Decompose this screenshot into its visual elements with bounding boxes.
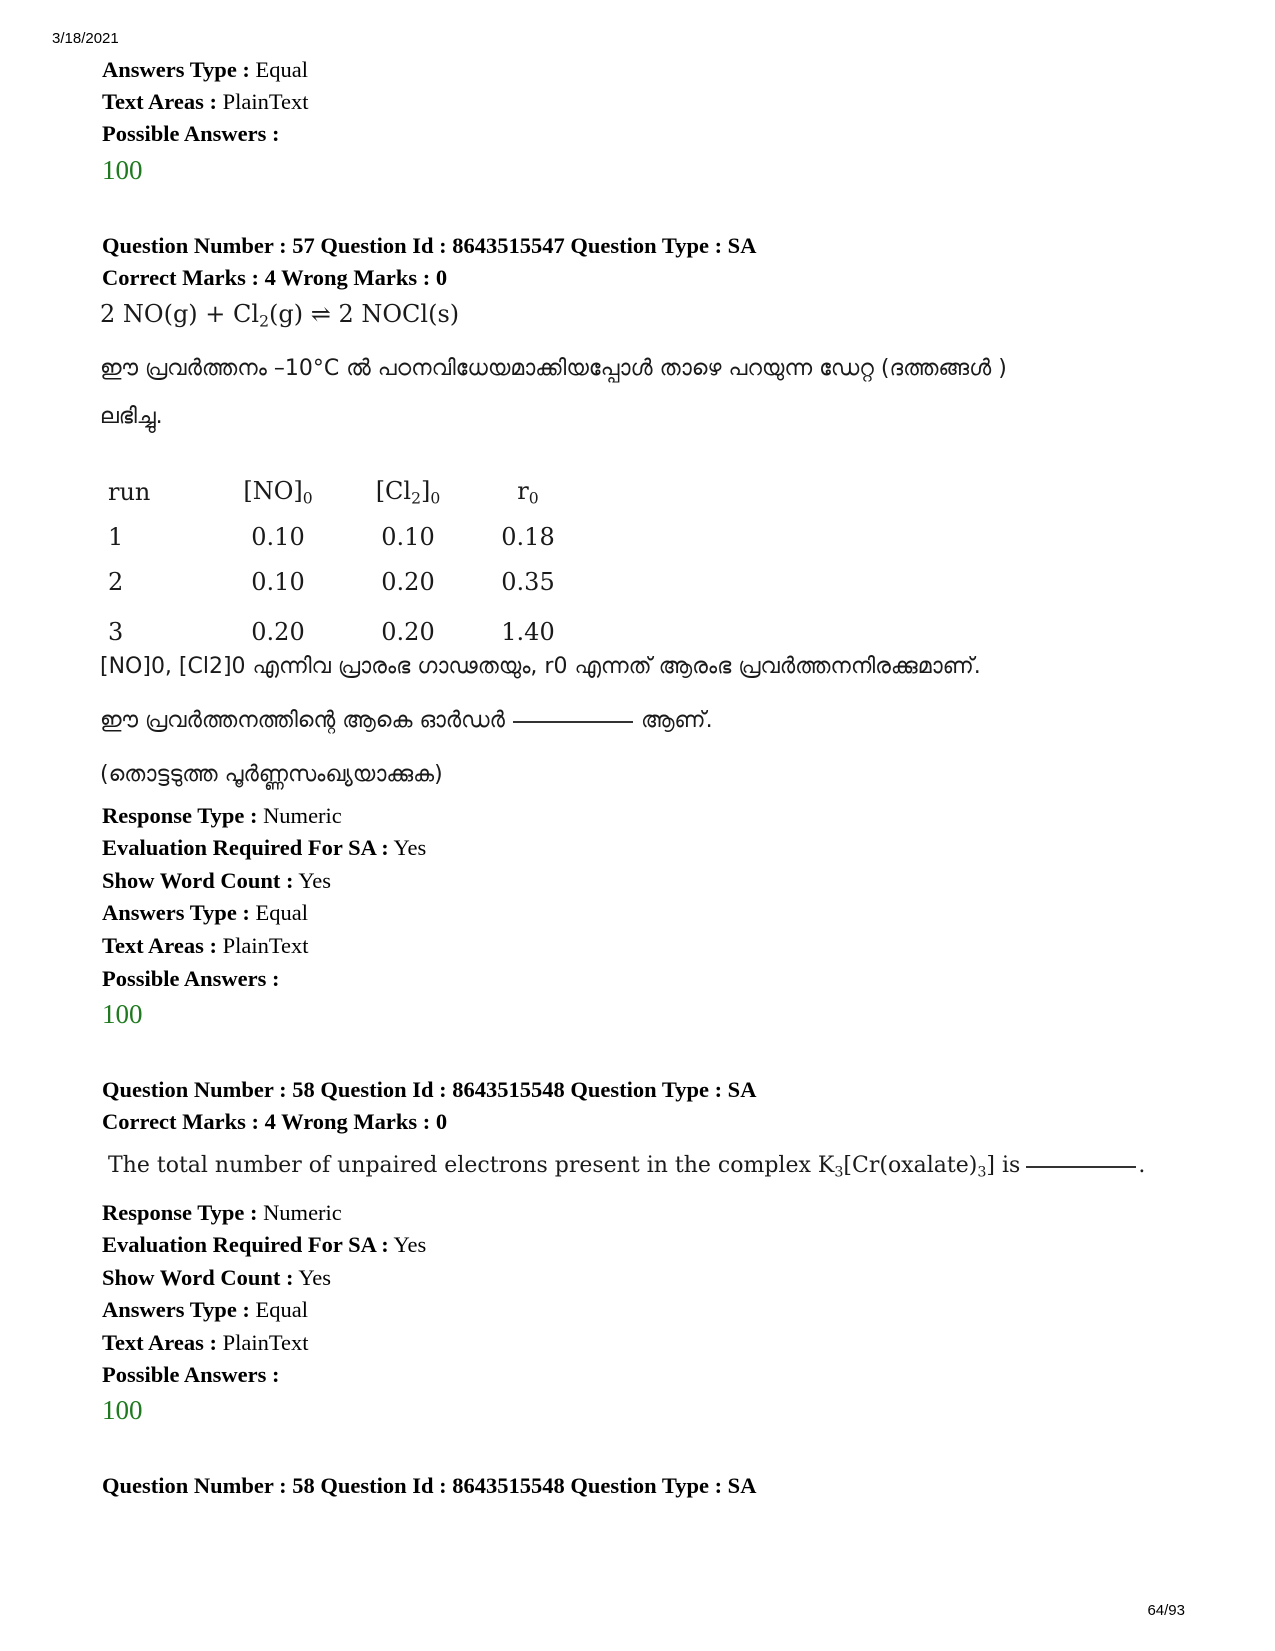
word-count-label: Show Word Count : [102,868,294,893]
next-question-header: Question Number : 58 Question Id : 8643515548 Question Type : SA [102,1473,757,1498]
evaluation-label: Evaluation Required For SA : [102,835,389,860]
answers-type-value: Equal [255,1297,309,1322]
text-areas-label: Text Areas : [102,933,217,958]
q58-sub2: 3 [977,1164,987,1181]
q58-question-text [108,1153,1145,1180]
possible-answer-value: 100 [102,155,143,185]
table-cell: 2 [108,568,124,596]
eq-right: 2 NOCl(s) [338,300,460,328]
table-cell: 0.20 [381,618,435,646]
q57-ml-line2: ലഭിച്ചു. [100,404,163,429]
table-cell: 0.35 [501,568,555,596]
answers-type-value: Equal [255,900,309,925]
table-cell: 1 [108,523,124,551]
q58-text-b: [Cr(oxalate) [843,1153,978,1178]
response-type-label: Response Type : [102,803,258,828]
equilibrium-arrow-icon: ⇌ [310,300,331,328]
word-count-row [102,1264,331,1292]
table-cell: 0.20 [251,618,305,646]
response-type-label: Response Type : [102,1200,258,1225]
word-count-label: Show Word Count : [102,1265,294,1290]
q57-ml-line1: ഈ പ്രവർത്തനം –10°C ൽ പഠനവിധേയമാക്കിയപ്പോൾ താഴെ പറയുന്ന ഡേറ്റ (ദത്തങ്ങൾ ) [100,356,1007,381]
table-header-row [100,470,588,514]
text-areas-value: PlainText [222,933,309,958]
q57-equation [100,300,459,331]
table-cell: 1.40 [501,618,555,646]
text-areas-value: PlainText [222,1330,309,1355]
page-number: 64/93 [1147,1602,1185,1619]
response-type-value: Numeric [263,803,342,828]
header-date: 3/18/2021 [52,30,119,47]
response-type-value: Numeric [263,1200,342,1225]
evaluation-value: Yes [393,835,427,860]
text-areas-label: Text Areas : [102,1330,217,1355]
eq-mid: (g) [269,300,304,328]
q57-data-table [100,470,588,660]
q58-sub1: 3 [834,1164,844,1181]
q58-marks: Correct Marks : 4 Wrong Marks : 0 [102,1109,448,1134]
q57-ml-line4 [100,708,713,733]
table-cell: 0.10 [251,568,305,596]
eq-sub: 2 [259,312,269,331]
q57-ml-line5: (തൊട്ടടുത്ത പൂർണ്ണസംഖ്യയാക്കുക) [100,762,443,787]
table-row [100,604,588,660]
evaluation-label: Evaluation Required For SA : [102,1232,389,1257]
evaluation-value: Yes [393,1232,427,1257]
table-cell: 3 [108,618,124,646]
answer-blank [513,721,633,723]
possible-answer-value: 100 [102,999,143,1029]
q58-text-a: The total number of unpaired electrons present in the complex K [108,1153,835,1178]
answers-type-row [102,899,308,927]
q57-header: Question Number : 57 Question Id : 8643515547 Question Type : SA [102,233,757,258]
q57-ml-line3: [NO]0, [Cl2]0 എന്നിവ പ്രാരംഭ ഗാഢതയും, r0 എന്നത് ആരംഭ പ്രവർത്തനനിരക്കുമാണ്. [100,654,981,679]
evaluation-row [102,1231,426,1259]
answers-type-row [102,1296,308,1324]
q58-text-end: . [1138,1153,1146,1178]
ml-line4-end: ആണ്. [640,708,713,733]
word-count-value: Yes [298,1265,332,1290]
col-r0: $r_0$ [517,476,539,508]
response-type-row [102,1199,342,1227]
text-areas-row [102,932,309,960]
q57-marks: Correct Marks : 4 Wrong Marks : 0 [102,265,448,290]
possible-answers-label: Possible Answers : [102,966,280,991]
col-run: run [108,478,151,506]
response-type-row [102,802,342,830]
table-cell: 0.10 [251,523,305,551]
table-row [100,560,588,604]
answers-type-label: Answers Type : [102,900,250,925]
possible-answer-value: 100 [102,1395,143,1425]
table-row [100,514,588,560]
table-cell: 0.10 [381,523,435,551]
text-areas-row [102,88,309,116]
answer-blank [1026,1166,1136,1168]
answers-type-label: Answers Type : [102,1297,250,1322]
eq-left: 2 NO(g) + Cl [100,300,260,328]
table-cell: 0.20 [381,568,435,596]
q58-text-c: ] is [986,1153,1021,1178]
answers-type-value: Equal [255,57,309,82]
possible-answers-label: Possible Answers : [102,121,280,146]
text-areas-row [102,1329,309,1357]
col-cl2: $[Cl_2]_0$ [375,476,441,508]
word-count-value: Yes [298,868,332,893]
word-count-row [102,867,331,895]
col-no: $[NO]_0$ [243,476,313,508]
text-areas-value: PlainText [222,89,309,114]
q58-header: Question Number : 58 Question Id : 8643515548 Question Type : SA [102,1077,757,1102]
text-areas-label: Text Areas : [102,89,217,114]
table-cell: 0.18 [501,523,555,551]
ml-line4-start: ഈ പ്രവർത്തനത്തിന്റെ ആകെ ഓർഡർ [100,708,505,733]
possible-answers-label: Possible Answers : [102,1362,280,1387]
evaluation-row [102,834,426,862]
answers-type-row [102,56,308,84]
answers-type-label: Answers Type : [102,57,250,82]
